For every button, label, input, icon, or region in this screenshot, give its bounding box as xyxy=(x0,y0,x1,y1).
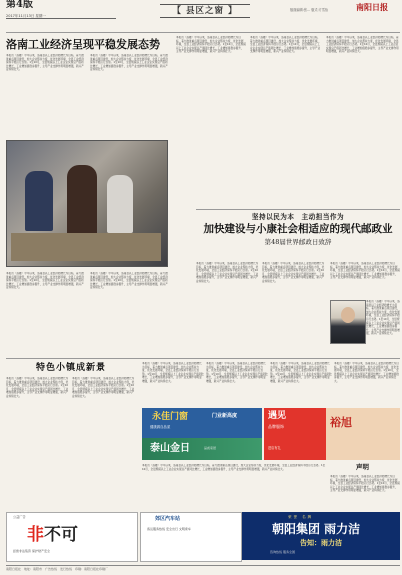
ad-note: 咨询热线 服务全国 xyxy=(270,550,295,554)
editor-credits: 版面编辑:张... 版式:方雪怡 xyxy=(290,8,329,12)
issue-date: 2017年11月13日 星期一 xyxy=(6,14,46,18)
page-footer: 南阳日报社 地址：南阳市 广告热线 发行热线 印刷：南阳日报社印刷厂 xyxy=(6,565,400,571)
article-column: 本报讯（洛融）今年以来，洛南县以工业经济稳增长为目标，着力推进重点项目建设，加大企业帮扶力度，优化发展环境，全县工业经济保持平稳运行态势。1至10月，全县规模以上工业企业实现总产值同比增长，工业增加值稳步提升，主导产业支撑作用明显增强，新兴产业持续壮大。 xyxy=(206,362,268,383)
lead-headline: 洛南工业经济呈现平稳发展态势 xyxy=(6,38,160,51)
header-divider xyxy=(6,18,116,19)
ad-big-text xyxy=(27,525,78,545)
ad-slogan: 门业新高度 xyxy=(212,413,238,419)
ad-brand: 裕旭 xyxy=(330,416,352,429)
ad-title: 郊区汽车站 xyxy=(155,516,181,522)
article-column: 本报讯（洛融）今年以来，洛南县以工业经济稳增长为目标，着力推进重点项目建设，加大企业帮扶力度，优化发展环境，全县工业经济保持平稳运行态势。1至10月，全县规模以上工业企业实现总产值同比增长，工业增加值稳步提升，主导产业支撑作用明显增强，新兴产业持续壮大。 xyxy=(326,36,399,54)
ad-brand: 泰山金日 xyxy=(150,443,190,454)
feature-body-col1: 本报讯（洛融）今年以来，洛南县以工业经济稳增长为目标，着力推进重点项目建设，加大企业帮扶力度，优化发展环境，全县工业经济保持平稳运行态势。1至10月，全县规模以上工业企业实现总产值同比增长，工业增加值稳步提升，主导产业支撑作用明显增强，新兴产业持续壮大。 xyxy=(196,262,259,283)
small-town-headline: 特色小镇成新景 xyxy=(35,363,106,373)
ad-text: 客运服务热线 安全出行 文明乘车 xyxy=(147,527,191,531)
ad-brand: 朝阳集团 雨力洁 xyxy=(272,522,361,536)
feature-slogan: 坚持以民为本 主动担当作为 xyxy=(251,213,345,221)
ad-header: 公益广告 xyxy=(13,515,26,519)
ad-yuejian[interactable] xyxy=(264,408,326,460)
newspaper-masthead: 南阳日报 xyxy=(356,2,388,12)
feature-body-col3: 本报讯（洛融）今年以来，洛南县以工业经济稳增长为目标，着力推进重点项目建设，加大企业帮扶力度，优化发展环境，全县工业经济保持平稳运行态势。1至10月，全县规模以上工业企业实现总产值同比增长，工业增加值稳步提升，主导产业支撑作用明显增强，新兴产业持续壮大。 xyxy=(330,262,400,280)
article-column: 本报讯（洛融）今年以来，洛南县以工业经济稳增长为目标，着力推进重点项目建设，加大企业帮扶力度，优化发展环境，全县工业经济保持平稳运行态势。1至10月，全县规模以上工业企业实现总产值同比增长，工业增加值稳步提升，主导产业支撑作用明显增强，新兴产业持续壮大。 xyxy=(6,377,69,398)
mid-rule xyxy=(6,358,400,359)
article-column: 本报讯（洛融）今年以来，洛南县以工业经济稳增长为目标，着力推进重点项目建设，加大企业帮扶力度，优化发展环境，全县工业经济保持平稳运行态势。1至10月，全县规模以上工业企业实现总产值同比增长，工业增加值稳步提升，主导产业支撑作用明显增强，新兴产业持续壮大。 xyxy=(250,36,321,54)
ad-yuxu[interactable] xyxy=(326,408,400,460)
article-column: 本报讯（洛融）今年以来，洛南县以工业经济稳增长为目标，着力推进重点项目建设，加大企业帮扶力度，优化发展环境，全县工业经济保持平稳运行态势。1至10月，全县规模以上工业企业实现总产值同比增长，工业增加值稳步提升，主导产业支撑作用明显增强，新兴产业持续壮大。 xyxy=(72,377,135,398)
ad-public-service[interactable] xyxy=(6,512,138,562)
page-number: 第4版 xyxy=(6,0,33,10)
article-column: 本报讯（洛融）今年以来，洛南县以工业经济稳增长为目标，着力推进重点项目建设，加大企业帮扶力度，优化发展环境，全县工业经济保持平稳运行态势。1至10月，全县规模以上工业企业实现总产值同比增长，工业增加值稳步提升，主导产业支撑作用明显增强，新兴产业持续壮大。 xyxy=(142,362,204,383)
lead-body-col2: 本报讯（洛融）今年以来，洛南县以工业经济稳增长为目标，着力推进重点项目建设，加大企业帮扶力度，优化发展环境，全县工业经济保持平稳运行态势。1至10月，全县规模以上工业企业实现总产值同比增长，工业增加值稳步提升，主导产业支撑作用明显增强，新兴产业持续壮大。 xyxy=(90,54,168,72)
feature-body-col2: 本报讯（洛融）今年以来，洛南县以工业经济稳增长为目标，着力推进重点项目建设，加大企业帮扶力度，优化发展环境，全县工业经济保持平稳运行态势。1至10月，全县规模以上工业企业实现总产值同比增长，工业增加值稳步提升，主导产业支撑作用明显增强，新兴产业持续壮大。 xyxy=(262,262,325,283)
ad-jinshan[interactable] xyxy=(142,438,262,460)
statement-title: 声明 xyxy=(356,463,369,471)
ad-big-black: 不可 xyxy=(44,525,78,545)
article-column: 本报讯（洛融）今年以来，洛南县以工业经济稳增长为目标，着力推进重点项目建设，加大企业帮扶力度，优化发展环境，全县工业经济保持平稳运行态势。1至10月，全县规模以上工业企业实现总产值同比增长，工业增加值稳步提升，主导产业支撑作用明显增强，新兴产业持续壮大。 xyxy=(176,36,246,54)
feature-subheadline: 第48届世界邮政日致辞 xyxy=(264,238,332,246)
article-column: 本报讯（洛融）今年以来，洛南县以工业经济稳增长为目标，着力推进重点项目建设，加大企业帮扶力度，优化发展环境，全县工业经济保持平稳运行态势。1至10月，全县规模以上工业企业实现总产值同比增长，工业增加值稳步提升，主导产业支撑作用明显增强，新兴产业持续壮大。 xyxy=(6,272,84,290)
section-title: 【 县区之窗 】 xyxy=(160,4,250,18)
ad-top: 荣誉 名牌 xyxy=(288,515,314,519)
statement-body: 本报讯（洛融）今年以来，洛南县以工业经济稳增长为目标，着力推进重点项目建设，加大企业帮扶力度，优化发展环境，全县工业经济保持平稳运行态势。1至10月，全县规模以上工业企业实现总产值同比增长，工业增加值稳步提升，主导产业支撑作用明显增强，新兴产业持续壮大。 xyxy=(330,475,400,493)
ad-note: 品质家居 xyxy=(204,446,217,450)
ad-line: 告知：雨力洁 xyxy=(300,538,342,547)
ad-note: 进店有礼 xyxy=(268,446,281,450)
ad-yongjia-doors[interactable] xyxy=(142,408,262,438)
ad-brand: 永佳门窗 xyxy=(152,412,189,422)
section-title-text: 县区之窗 xyxy=(185,6,224,16)
article-column: 本报讯（洛融）今年以来，洛南县以工业经济稳增长为目标，着力推进重点项目建设，加大企业帮扶力度，优化发展环境，全县工业经济保持平稳运行态势。1至10月，全县规模以上工业企业实现总产值同比增长，工业增加值稳步提升，主导产业支撑作用明显增强，新兴产业持续壮大。 xyxy=(142,464,326,471)
article-column: 本报讯（洛融）今年以来，洛南县以工业经济稳增长为目标，着力推进重点项目建设，加大企业帮扶力度，优化发展环境，全县工业经济保持平稳运行态势。1至10月，全县规模以上工业企业实现总产值同比增长，工业增加值稳步提升，主导产业支撑作用明显增强，新兴产业持续壮大。 xyxy=(334,362,399,383)
ad-sub: 品牌服饰 xyxy=(268,424,284,429)
article-column: 本报讯（洛融）今年以来，洛南县以工业经济稳增长为目标，着力推进重点项目建设，加大企业帮扶力度，优化发展环境，全县工业经济保持平稳运行态势。1至10月，全县规模以上工业企业实现总产值同比增长，工业增加值稳步提升，主导产业支撑作用明显增强，新兴产业持续壮大。 xyxy=(270,362,332,383)
ad-tagline: 健康源自品质 xyxy=(150,425,171,429)
feature-headline: 加快建设与小康社会相适应的现代邮政业 xyxy=(203,223,393,235)
header-rule xyxy=(6,32,400,33)
ad-sub: 拒绝非法集资 保护财产安全 xyxy=(13,549,50,553)
ad-brand: 遇见 xyxy=(268,411,287,421)
ad-bus-station[interactable] xyxy=(140,512,242,562)
feature-body-col4: 本报讯（洛融）今年以来，洛南县以工业经济稳增长为目标，着力推进重点项目建设，加大企业帮扶力度，优化发展环境，全县工业经济保持平稳运行态势。1至10月，全县规模以上工业企业实现总产值同比增长，工业增加值稳步提升，主导产业支撑作用明显增强，新兴产业持续壮大。 xyxy=(366,300,400,336)
ad-chaoyang-group[interactable] xyxy=(242,512,400,560)
lead-body-col1: 本报讯（洛融）今年以来，洛南县以工业经济稳增长为目标，着力推进重点项目建设，加大企业帮扶力度，优化发展环境，全县工业经济保持平稳运行态势。1至10月，全县规模以上工业企业实现总产值同比增长，工业增加值稳步提升，主导产业支撑作用明显增强，新兴产业持续壮大。 xyxy=(6,54,84,72)
ad-big-red: 非 xyxy=(27,525,44,545)
feature-rule xyxy=(196,209,400,210)
author-portrait xyxy=(330,300,366,344)
article-column: 本报讯（洛融）今年以来，洛南县以工业经济稳增长为目标，着力推进重点项目建设，加大企业帮扶力度，优化发展环境，全县工业经济保持平稳运行态势。1至10月，全县规模以上工业企业实现总产值同比增长，工业增加值稳步提升，主导产业支撑作用明显增强，新兴产业持续壮大。 xyxy=(90,272,168,290)
news-photo-workers xyxy=(6,140,168,267)
